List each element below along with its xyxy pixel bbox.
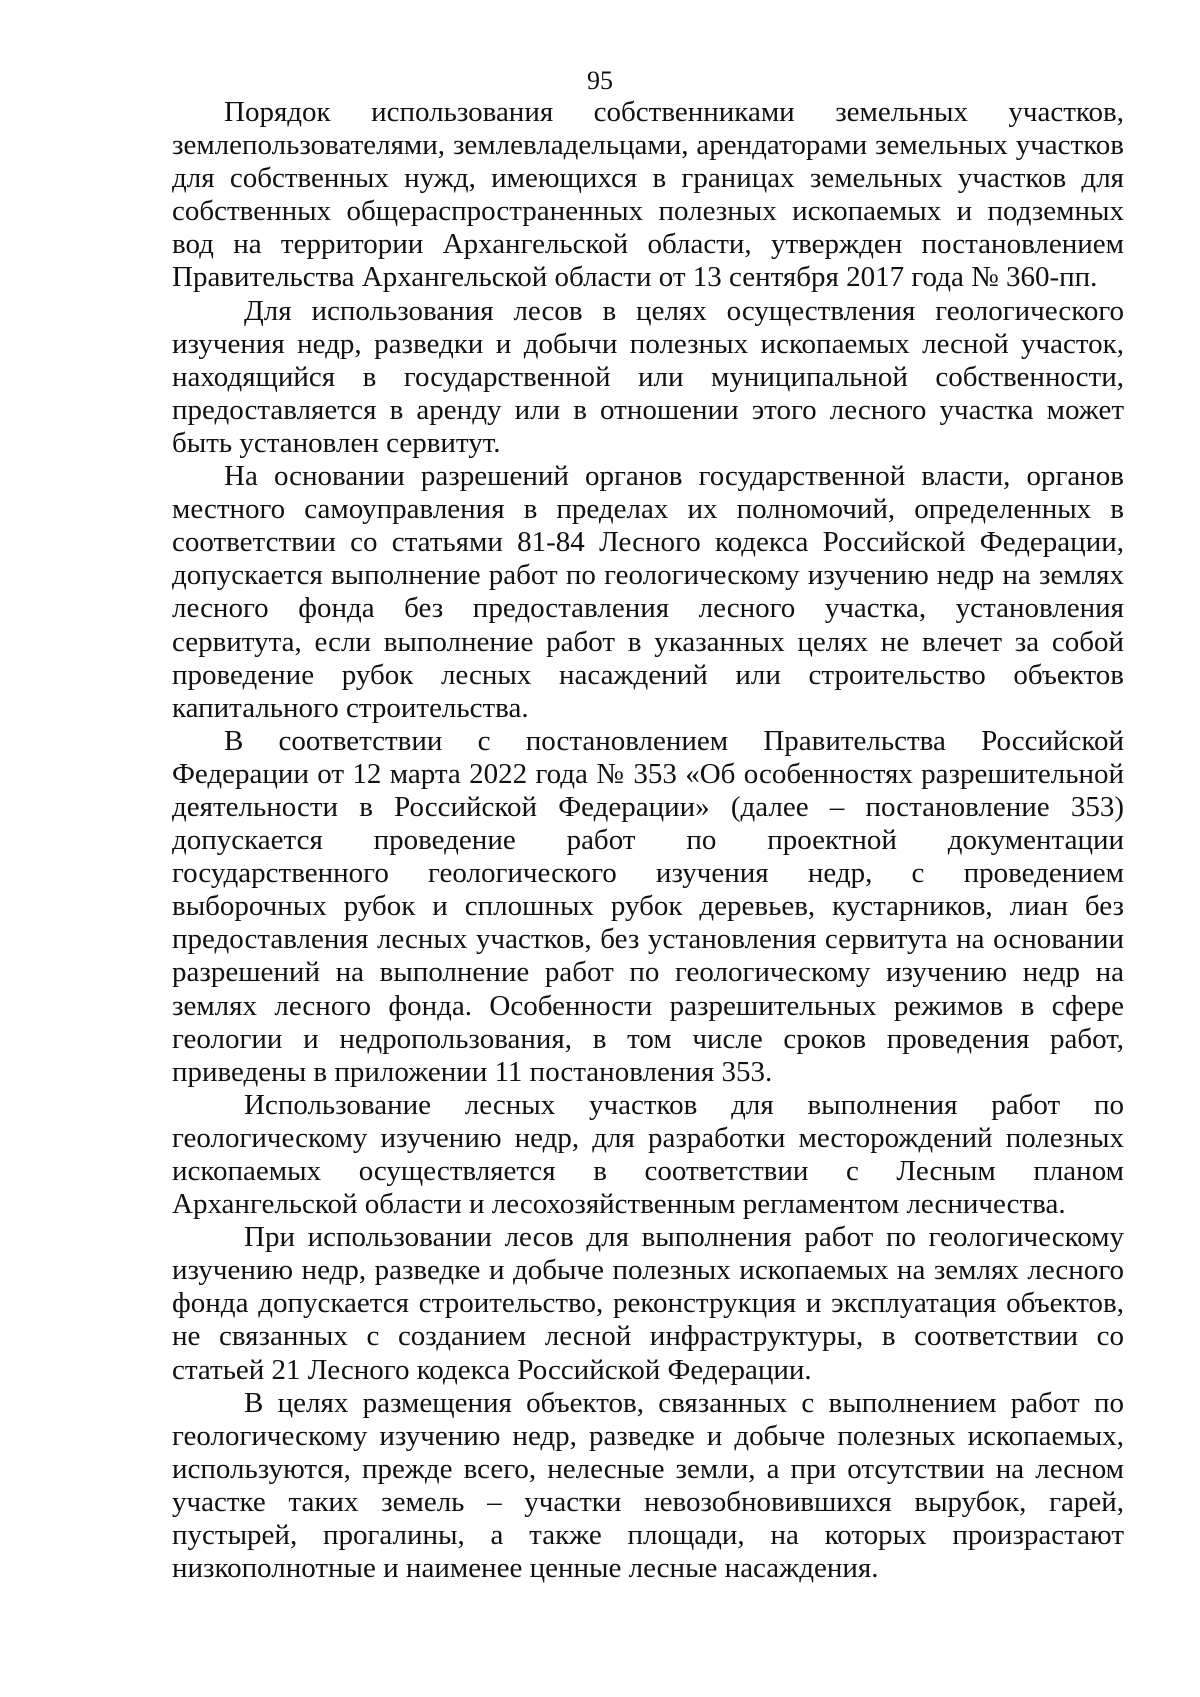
paragraph-permits-without-plot: На основании разрешений органов государственной власти, органов местного самоуправления в пределах их полномочий, определенных в соответствии со статьями 81-84 Лесного кодекса Российской Федерации, допускается выполнение работ по геологическому изучению недр на землях лесного фонда без предоставления лесного участка, установления сервитута, если выполнение работ в указанных целях не влечет за собой проведение рубок лесных насаждений или строительство объектов капитального строительства. (172, 460, 1124, 724)
paragraph-forest-lease-servitude: Для использования лесов в целях осуществления геологического изучения недр, разведки и добычи полезных ископаемых лесной участок, находящийся в государственной или муниципальной собственности, предоставляется в аренду или в отношении этого лесного участка может быть установлен сервитут. (172, 294, 1124, 459)
page-number: 95 (587, 66, 613, 95)
document-body (172, 96, 1124, 1585)
paragraph-forest-plan-compliance: Использование лесных участков для выполнения работ по геологическому изучению недр, для разработки месторождений полезных ископаемых осуществляется в соответствии с Лесным планом Архангельской области и лесохозяйственным регламентом лесничества. (172, 1088, 1124, 1221)
paragraph-decree-353: В соответствии с постановлением Правительства Российской Федерации от 12 марта 2022 года № 353 «Об особенностях разрешительной деятельности в Российской Федерации» (далее – постановление 353) допускается проведение работ по проектной документации государственного геологического изучения недр, с проведением выборочных рубок и сплошных рубок деревьев, кустарников, лиан без предоставления лесных участков, без установления сервитута на основании разрешений на выполнение работ по геологическому изучению недр на землях лесного фонда. Особенности разрешительных режимов в сфере геологии и недропользования, в том числе сроков проведения работ, приведены в приложении 11 постановления 353. (172, 724, 1124, 1088)
paragraph-subsoil-use-procedure: Порядок использования собственниками земельных участков, землепользователями, землевладельцами, арендаторами земельных участков для собственных нужд, имеющихся в границах земельных участков для собственных общераспространенных полезных ископаемых и подземных вод на территории Архангельской области, утвержден постановлением Правительства Архангельской области от 13 сентября 2017 года № 360-пп. (172, 96, 1124, 294)
paragraph-object-placement: В целях размещения объектов, связанных с выполнением работ по геологическому изучению недр, разведке и добыче полезных ископаемых, используются, прежде всего, нелесные земли, а при отсутствии на лесном участке таких земель – участки невозобновившихся вырубок, гарей, пустырей, прогалины, а также площади, на которых произрастают низкополнотные и наименее ценные лесные насаждения. (172, 1386, 1124, 1585)
paragraph-construction-allowed: При использовании лесов для выполнения работ по геологическому изучению недр, разведке и добыче полезных ископаемых на землях лесного фонда допускается строительство, реконструкция и эксплуатация объектов, не связанных с созданием лесной инфраструктуры, в соответствии со статьей 21 Лесного кодекса Российской Федерации. (172, 1221, 1124, 1386)
